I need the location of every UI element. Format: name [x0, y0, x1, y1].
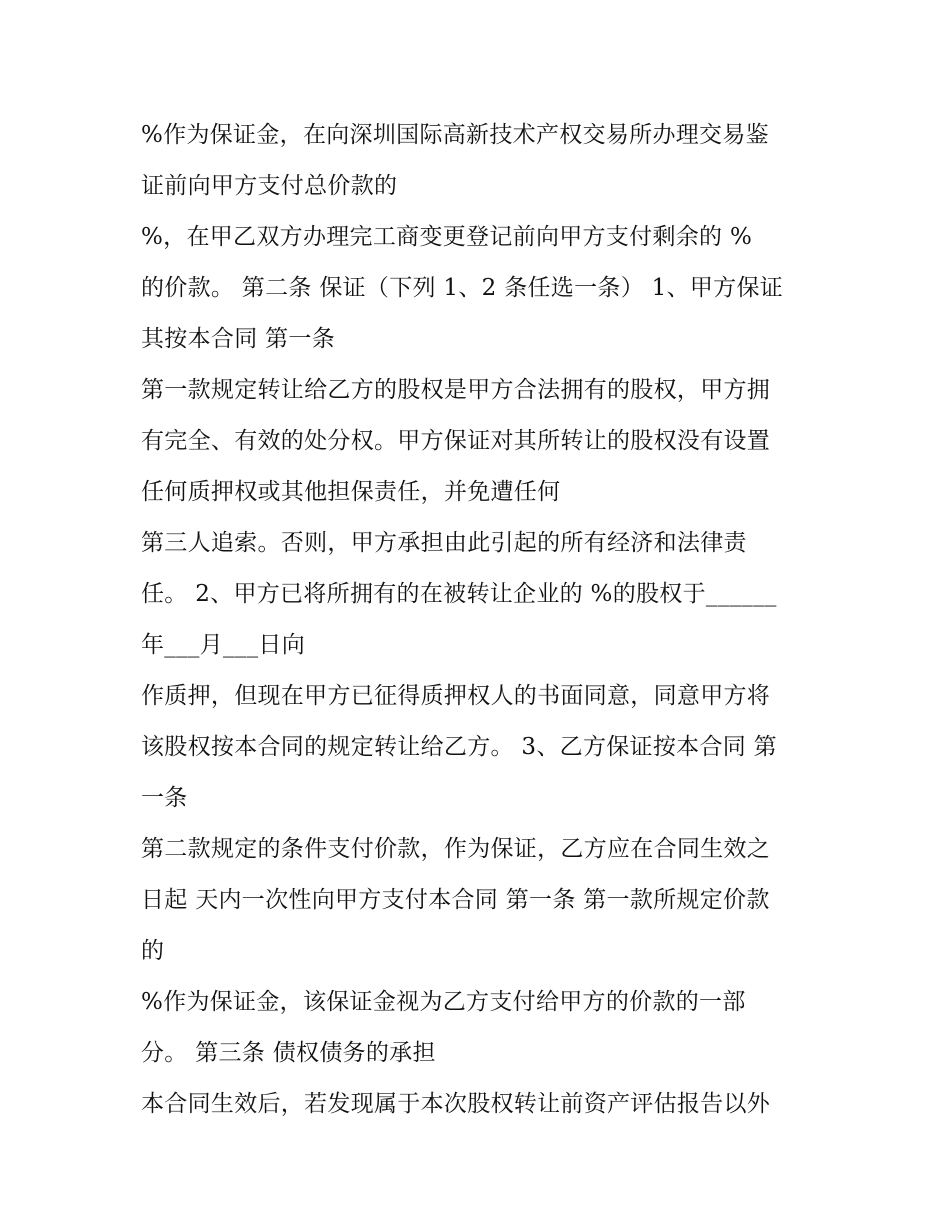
- text-line-3: %，在甲乙双方办理完工商变更登记前向甲方支付剩余的 %: [141, 224, 753, 250]
- text-line-11: 年___月___日向: [141, 632, 305, 658]
- text-line-2: 证前向甲方支付总价款的: [141, 173, 398, 199]
- text-line-5: 其按本合同 第一条: [141, 326, 336, 352]
- text-line-16: 日起 天内一次性向甲方支付本合同 第一条 第一款所规定价款: [141, 887, 770, 913]
- text-line-9: 第三人追索。否则，甲方承担由此引起的所有经济和法律责: [141, 530, 747, 556]
- text-line-19: 分。 第三条 债权债务的承担: [141, 1040, 436, 1066]
- text-line-20: 本合同生效后，若发现属于本次股权转让前资产评估报告以外: [141, 1091, 771, 1117]
- text-line-12: 作质押，但现在甲方已征得质押权人的书面同意，同意甲方将: [141, 683, 771, 709]
- text-line-4: 的价款。 第二条 保证（下列 1、2 条任选一条） 1、甲方保证: [141, 275, 784, 301]
- text-line-17: 的: [141, 938, 165, 964]
- text-line-18: %作为保证金，该保证金视为乙方支付给甲方的价款的一部: [141, 989, 746, 1015]
- text-line-10: 任。 2、甲方已将所拥有的在被转让企业的 %的股权于______: [141, 581, 777, 607]
- contract-text: [141, 110, 821, 1130]
- text-line-1: %作为保证金，在向深圳国际高新技术产权交易所办理交易鉴: [141, 122, 769, 148]
- text-line-7: 有完全、有效的处分权。甲方保证对其所转让的股权没有设置: [141, 428, 771, 454]
- text-line-8: 任何质押权或其他担保责任，并免遭任何: [141, 479, 561, 505]
- text-line-14: 一条: [141, 785, 188, 811]
- text-line-15: 第二款规定的条件支付价款，作为保证，乙方应在合同生效之: [141, 836, 771, 862]
- text-line-6: 第一款规定转让给乙方的股权是甲方合法拥有的股权，甲方拥: [141, 377, 771, 403]
- text-line-13: 该股权按本合同的规定转让给乙方。 3、乙方保证按本合同 第: [141, 734, 777, 760]
